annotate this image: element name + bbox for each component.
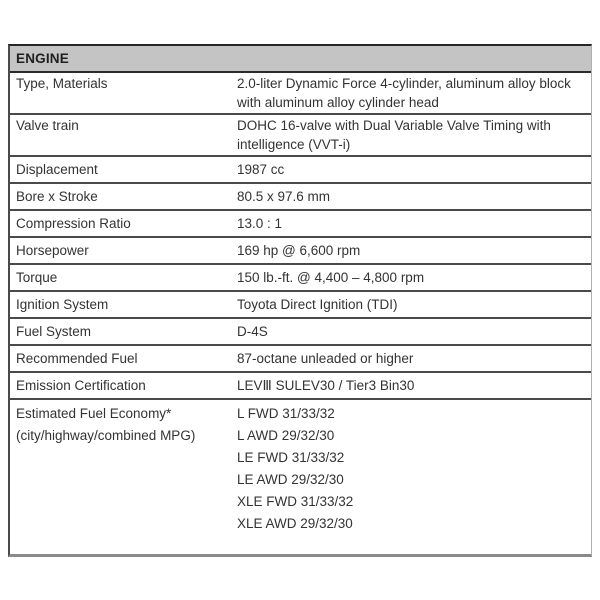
table-row [10,184,591,211]
spec-value-line: L FWD 31/33/32 [237,406,335,421]
spec-value-line: 80.5 x 97.6 mm [237,189,331,204]
spec-value [237,238,591,263]
table-row [10,238,591,265]
spec-value-line: with aluminum alloy cylinder head [237,95,439,110]
spec-label-line: Type, Materials [16,76,108,91]
spec-value-line: 87-octane unleaded or higher [237,351,414,366]
spec-label [10,292,237,317]
spec-value-line: L AWD 29/32/30 [237,428,335,443]
spec-value-line: LE AWD 29/32/30 [237,472,344,487]
table-row [10,400,591,554]
table-row [10,346,591,373]
spec-value-line: 13.0 : 1 [237,216,283,231]
spec-rows [10,73,591,554]
spec-label-line: Fuel System [16,324,92,339]
spec-value-line: Toyota Direct Ignition (TDI) [237,297,398,312]
spec-value [237,319,591,344]
spec-label-line: Bore x Stroke [16,189,98,204]
spec-label-line: Ignition System [16,297,109,312]
spec-label [10,319,237,344]
spec-label-line: Recommended Fuel [16,351,138,366]
table-row [10,157,591,184]
spec-label [10,373,237,398]
spec-value-line: D-4S [237,324,268,339]
spec-value-line: XLE FWD 31/33/32 [237,494,354,509]
spec-label-line: Estimated Fuel Economy* [16,406,172,421]
spec-label [10,238,237,263]
engine-spec-table [8,44,592,557]
spec-label [10,73,237,113]
spec-label-line: Valve train [16,118,79,133]
spec-value-line: XLE AWD 29/32/30 [237,516,353,531]
spec-value [237,73,591,113]
spec-value [237,373,591,398]
spec-value [237,265,591,290]
table-row [10,211,591,238]
spec-label [10,265,237,290]
table-row [10,115,591,157]
spec-value [237,400,591,554]
spec-value [237,184,591,209]
spec-label [10,115,237,155]
table-row [10,73,591,115]
spec-label [10,400,237,554]
spec-value-line: LE FWD 31/33/32 [237,450,345,465]
spec-label [10,184,237,209]
spec-value-line: 169 hp @ 6,600 rpm [237,243,361,258]
section-header: ENGINE [10,46,591,73]
spec-value-line: 150 lb.-ft. @ 4,400 – 4,800 rpm [237,270,425,285]
table-row [10,373,591,400]
table-row [10,319,591,346]
spec-value [237,157,591,182]
spec-label-line: Horsepower [16,243,89,258]
spec-value [237,211,591,236]
spec-value-line: 1987 cc [237,162,285,177]
spec-label-line: (city/highway/combined MPG) [16,428,196,443]
spec-label [10,157,237,182]
spec-value-line: LEVⅢ SULEV30 / Tier3 Bin30 [237,378,415,393]
spec-value-line: 2.0-liter Dynamic Force 4-cylinder, aluminum alloy block [237,76,571,91]
spec-value-line: DOHC 16-valve with Dual Variable Valve Timing with [237,118,551,133]
spec-label-line: Displacement [16,162,98,177]
table-row [10,292,591,319]
spec-label [10,211,237,236]
table-row [10,265,591,292]
spec-value [237,292,591,317]
spec-label [10,346,237,371]
spec-label-line: Compression Ratio [16,216,131,231]
spec-value [237,115,591,155]
spec-value-line: intelligence (VVT-i) [237,137,351,152]
spec-value [237,346,591,371]
spec-label-line: Emission Certification [16,378,146,393]
spec-label-line: Torque [16,270,58,285]
